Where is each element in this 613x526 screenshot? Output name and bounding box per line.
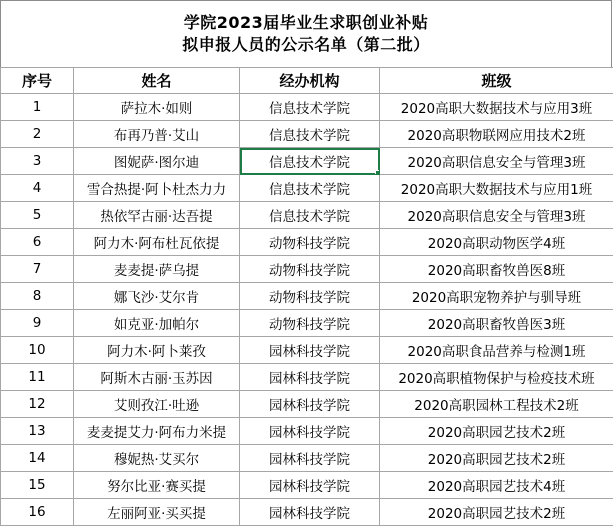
cell-department[interactable]: 动物科技学院 [240, 283, 380, 310]
cell-name[interactable]: 阿斯木古丽·玉苏因 [74, 364, 240, 391]
cell-department[interactable]: 园林科技学院 [240, 364, 380, 391]
cell-class[interactable]: 2020高职食品营养与检测1班 [380, 337, 613, 364]
cell-class[interactable]: 2020高职园林工程技术2班 [380, 391, 613, 418]
table-row [1, 94, 613, 121]
cell-name[interactable]: 阿力木·阿卜莱孜 [74, 337, 240, 364]
table-row [1, 310, 613, 337]
header-cell-department[interactable]: 经办机构 [240, 68, 380, 94]
cell-class[interactable]: 2020高职畜牧兽医8班 [380, 256, 613, 283]
header-cell-name[interactable]: 姓名 [74, 68, 240, 94]
cell-class[interactable]: 2020高职园艺技术2班 [380, 418, 613, 445]
cell-index[interactable]: 5 [1, 202, 74, 229]
cell-department[interactable]: 信息技术学院 [240, 175, 380, 202]
cell-name[interactable]: 图妮萨·图尔迪 [74, 148, 240, 175]
header-cell-index[interactable]: 序号 [1, 68, 74, 94]
table-row [1, 391, 613, 418]
cell-department[interactable]: 园林科技学院 [240, 391, 380, 418]
cell-class[interactable]: 2020高职园艺技术2班 [380, 445, 613, 472]
cell-class[interactable]: 2020高职信息安全与管理3班 [380, 202, 613, 229]
cell-name[interactable]: 如克亚·加帕尔 [74, 310, 240, 337]
cell-class[interactable]: 2020高职宠物养护与驯导班 [380, 283, 613, 310]
cell-department[interactable]: 园林科技学院 [240, 472, 380, 499]
cell-index[interactable]: 12 [1, 391, 74, 418]
cell-index[interactable]: 3 [1, 148, 74, 175]
cell-index[interactable]: 2 [1, 121, 74, 148]
cell-department[interactable]: 园林科技学院 [240, 499, 380, 526]
cell-index[interactable]: 16 [1, 499, 74, 526]
cell-class[interactable]: 2020高职畜牧兽医3班 [380, 310, 613, 337]
cell-department[interactable]: 信息技术学院 [240, 121, 380, 148]
table-row [1, 445, 613, 472]
sheet-title-line-2: 拟申报人员的公示名单（第二批） [182, 34, 430, 56]
cell-department[interactable]: 园林科技学院 [240, 337, 380, 364]
cell-index[interactable]: 7 [1, 256, 74, 283]
cell-department[interactable]: 信息技术学院 [240, 202, 380, 229]
cell-index[interactable]: 8 [1, 283, 74, 310]
cell-class[interactable]: 2020高职园艺技术2班 [380, 499, 613, 526]
cell-name[interactable]: 娜飞沙·艾尔肯 [74, 283, 240, 310]
cell-index[interactable]: 6 [1, 229, 74, 256]
cell-class[interactable]: 2020高职大数据技术与应用1班 [380, 175, 613, 202]
cell-name[interactable]: 麦麦提·萨乌提 [74, 256, 240, 283]
table-row [1, 418, 613, 445]
cell-department[interactable]: 动物科技学院 [240, 310, 380, 337]
table-row [1, 229, 613, 256]
cell-name[interactable]: 雪合热提·阿卜杜杰力力 [74, 175, 240, 202]
table-row [1, 364, 613, 391]
sheet-title-cell[interactable] [0, 0, 612, 67]
cell-index[interactable]: 10 [1, 337, 74, 364]
cell-name[interactable]: 穆妮热·艾买尔 [74, 445, 240, 472]
sheet-title-line-1: 学院2023届毕业生求职创业补贴 [184, 12, 429, 34]
cell-class[interactable]: 2020高职信息安全与管理3班 [380, 148, 613, 175]
cell-name[interactable]: 艾则孜江·吐逊 [74, 391, 240, 418]
table-row [1, 175, 613, 202]
table-row [1, 337, 613, 364]
cell-class[interactable]: 2020高职物联网应用技术2班 [380, 121, 613, 148]
cell-department[interactable]: 动物科技学院 [240, 256, 380, 283]
cell-class[interactable]: 2020高职动物医学4班 [380, 229, 613, 256]
cell-department-selected[interactable]: 信息技术学院 [240, 148, 380, 175]
cell-class[interactable]: 2020高职园艺技术4班 [380, 472, 613, 499]
table-row [1, 121, 613, 148]
table-row [1, 256, 613, 283]
cell-name[interactable]: 努尔比亚·赛买提 [74, 472, 240, 499]
table-row [1, 283, 613, 310]
cell-index[interactable]: 15 [1, 472, 74, 499]
table-row [1, 499, 613, 526]
cell-index[interactable]: 9 [1, 310, 74, 337]
data-table [0, 67, 613, 526]
table-row [1, 472, 613, 499]
cell-class[interactable]: 2020高职植物保护与检疫技术班 [380, 364, 613, 391]
cell-index[interactable]: 11 [1, 364, 74, 391]
cell-name[interactable]: 布再乃普·艾山 [74, 121, 240, 148]
cell-name[interactable]: 麦麦提艾力·阿布力米提 [74, 418, 240, 445]
cell-department[interactable]: 园林科技学院 [240, 418, 380, 445]
cell-index[interactable]: 1 [1, 94, 74, 121]
table-row [1, 148, 613, 175]
cell-name[interactable]: 左丽阿亚·买买提 [74, 499, 240, 526]
header-row [1, 68, 613, 94]
table-row [1, 202, 613, 229]
cell-class[interactable]: 2020高职大数据技术与应用3班 [380, 94, 613, 121]
cell-index[interactable]: 4 [1, 175, 74, 202]
cell-index[interactable]: 13 [1, 418, 74, 445]
cell-name[interactable]: 阿力木·阿布杜瓦依提 [74, 229, 240, 256]
cell-department[interactable]: 信息技术学院 [240, 94, 380, 121]
cell-index[interactable]: 14 [1, 445, 74, 472]
header-cell-class[interactable]: 班级 [380, 68, 613, 94]
cell-name[interactable]: 萨拉木·如则 [74, 94, 240, 121]
cell-name[interactable]: 热依罕古丽·达吾提 [74, 202, 240, 229]
cell-department[interactable]: 动物科技学院 [240, 229, 380, 256]
cell-department[interactable]: 园林科技学院 [240, 445, 380, 472]
